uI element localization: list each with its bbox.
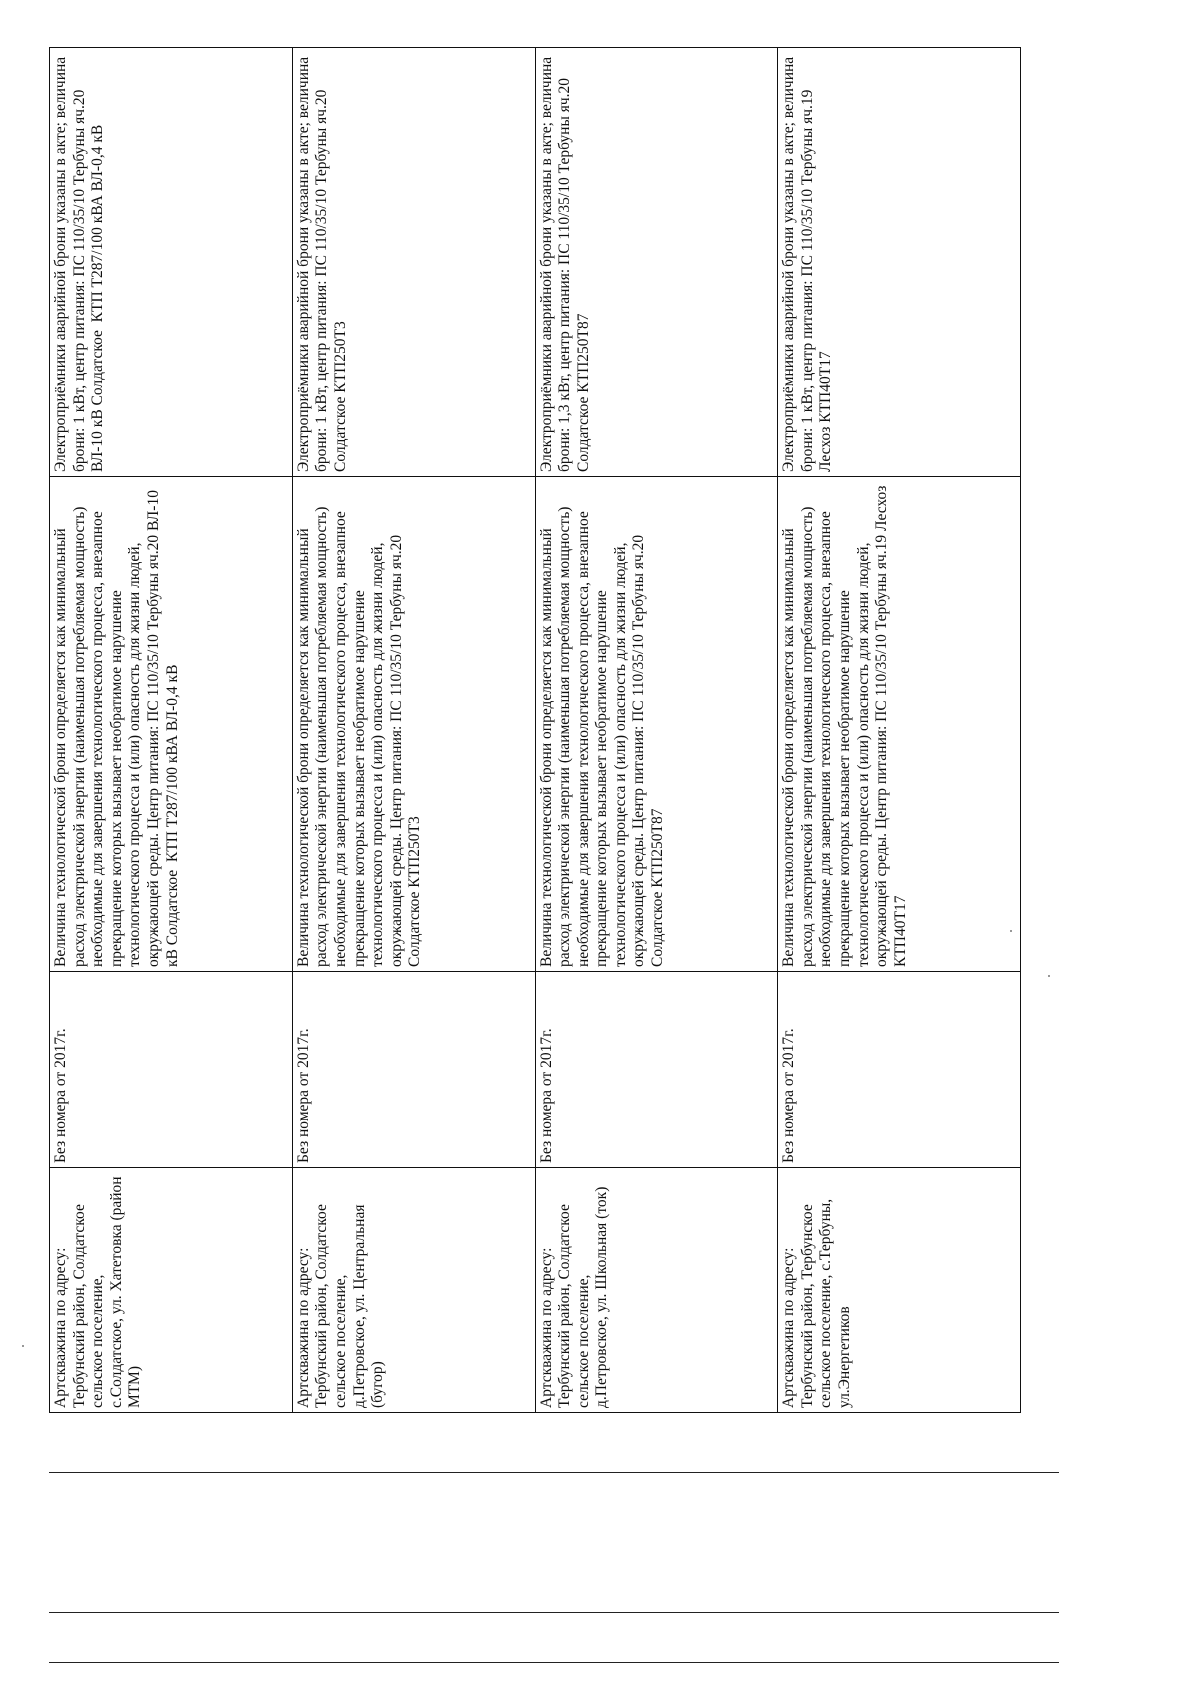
table-row [778,48,1021,1413]
table-row [292,48,535,1413]
act-cell [778,972,1021,1168]
emergency-reserve-text: Электроприёмники аварийной брони указаны в акте; величина брони: 1 кВт, центр питания: ПС 110/35/10 Тербуны яч.19 Лесхоз КТП40Т17 [780,52,835,472]
tech-reserve-cell [778,477,1021,972]
emergency-reserve-cell [50,48,293,477]
emergency-reserve-text: Электроприёмники аварийной брони указаны в акте; величина брони: 1,3 кВт, центр питания: ПС 110/35/10 Тербуны яч.20 Солдатское КТП250Т87 [537,52,592,472]
blank-rule [49,1472,1059,1473]
act-cell [50,972,293,1168]
rotated-content [49,48,1021,1413]
tech-reserve-cell [535,477,778,972]
scan-speck [22,1345,24,1347]
emergency-reserve-text: Электроприёмники аварийной брони указаны в акте; величина брони: 1 кВт, центр питания: ПС 110/35/10 Тербуны яч.20 ВЛ-10 кВ Солдатское КТП Т287/100 кВА ВЛ-0,4 кВ [52,52,107,472]
object-cell [535,1168,778,1413]
object-cell [292,1168,535,1413]
emergency-reserve-cell [292,48,535,477]
act-cell [292,972,535,1168]
act-text: Без номера от 2017г. [52,1028,69,1163]
object-text: Артскважина по адресу: Тербунский район, Солдатское сельское поселение, д.Петровское, ул. Центральная (бугор) [294,1204,387,1408]
table-row [50,48,293,1413]
object-cell [778,1168,1021,1413]
emergency-reserve-cell [778,48,1021,477]
act-text: Без номера от 2017г. [294,1028,312,1163]
scan-speck [1010,930,1012,932]
act-text: Без номера от 2017г. [780,1028,798,1163]
tech-reserve-cell [50,477,293,972]
object-text: Артскважина по адресу: Тербунский район, Тербунское сельское поселение, с.Тербуны, ул.Энергетиков [780,1194,854,1408]
tech-reserve-text: Величина технологической брони определяется как минимальный расход электрической энергии (наименьшая потребляемая мощность) необходимые для завершения технологического процесса, внезапное прекращение которых вызывает необратимое нарушение технологического процесса и (или) опасность для жизни людей, окружающей среды. Центр питания: ПС 110/35/10 Тербуны яч.19 Лесхоз КТП40Т17 [780,481,909,967]
object-text: Артскважина по адресу: Тербунский район, Солдатское сельское поселение, с.Солдатское, ул. Хатетовка (район МТМ) [52,1176,144,1408]
emergency-reserve-cell [535,48,778,477]
blank-rule [49,1612,1059,1613]
object-cell [50,1168,293,1413]
emergency-reserve-text: Электроприёмники аварийной брони указаны в акте; величина брони: 1 кВт, центр питания: ПС 110/35/10 Тербуны яч.20 Солдатское КТП250Т3 [294,52,349,472]
blank-rule [49,1662,1059,1663]
tech-reserve-text: Величина технологической брони определяется как минимальный расход электрической энергии (наименьшая потребляемая мощность) необходимые для завершения технологического процесса, внезапное прекращение которых вызывает необратимое нарушение технологического процесса и (или) опасность для жизни людей, окружающей среды. Центр питания: ПС 110/35/10 Тербуны яч.20 ВЛ-10 кВ Солдатское КТП Т287/100 кВА ВЛ-0,4 кВ [52,486,181,967]
table-row [535,48,778,1413]
tech-reserve-text: Величина технологической брони определяется как минимальный расход электрической энергии (наименьшая потребляемая мощность) необходимые для завершения технологического процесса, внезапное прекращение которых вызывает необратимое нарушение технологического процесса и (или) опасность для жизни людей, окружающей среды. Центр питания: ПС 110/35/10 Тербуны яч.20 Солдатское КТП250Т87 [537,502,667,967]
act-text: Без номера от 2017г. [537,1028,555,1163]
tech-reserve-text: Величина технологической брони определяется как минимальный расход электрической энергии (наименьшая потребляемая мощность) необходимые для завершения технологического процесса, внезапное прекращение которых вызывает необратимое нарушение технологического процесса и (или) опасность для жизни людей, окружающей среды. Центр питания: ПС 110/35/10 Тербуны яч.20 Солдатское КТП250Т3 [294,502,424,967]
object-text: Артскважина по адресу: Тербунский район, Солдатское сельское поселение, д.Петровское, ул. Школьная (ток) [537,1186,611,1408]
act-cell [535,972,778,1168]
tech-reserve-cell [292,477,535,972]
reserve-table [49,47,1021,1413]
scan-speck [1048,975,1050,977]
